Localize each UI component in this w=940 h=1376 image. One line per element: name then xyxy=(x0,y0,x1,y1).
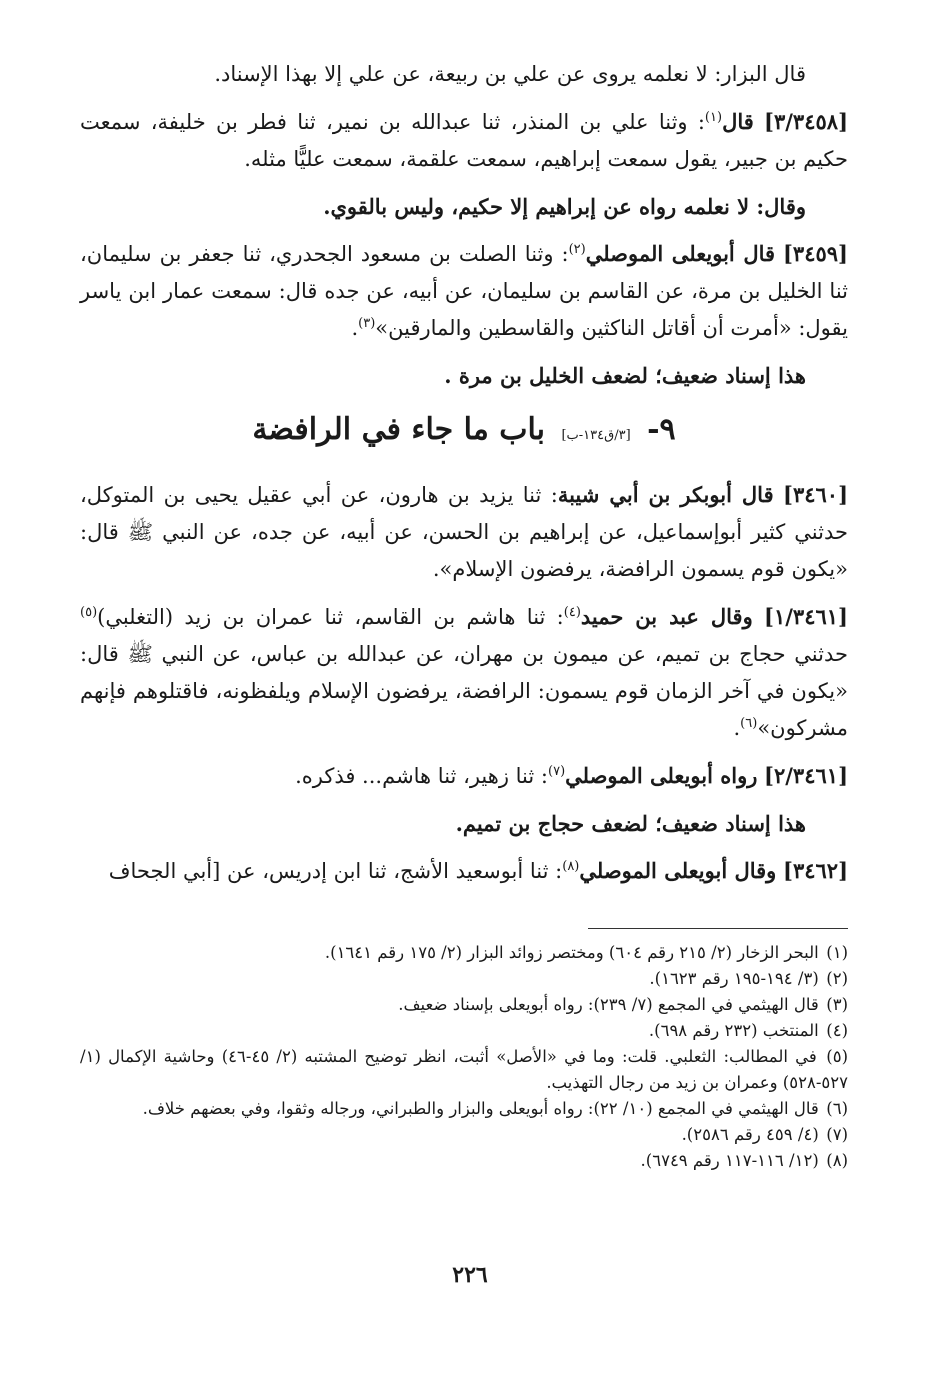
chapter-number: ٩- xyxy=(647,412,676,447)
footnote xyxy=(80,940,848,966)
hadith-3458-3 xyxy=(80,103,848,178)
hadith-3460 xyxy=(80,476,848,588)
footnote-marker: (٤) xyxy=(563,605,581,620)
footnote-number: (٤) xyxy=(826,1021,848,1040)
hadith-3459 xyxy=(80,235,848,347)
footnote-number: (١) xyxy=(826,943,848,962)
footnote-text: قال الهيثمي في المجمع (٧/ ٢٣٩): رواه أبويعلى بإسناد ضعيف. xyxy=(398,995,819,1014)
hadith-3461-1 xyxy=(80,598,848,747)
footnote-marker: (٦) xyxy=(740,716,758,731)
footnote xyxy=(80,1148,848,1174)
footnote-marker: (٢) xyxy=(568,242,586,257)
hadith-number: [١/٣٤٦١] xyxy=(764,604,848,629)
footnote-number: (٢) xyxy=(826,969,848,988)
page-number: ٢٢٦ xyxy=(452,1262,488,1288)
paragraph-text: هذا إسناد ضعيف؛ لضعف الخليل بن مرة . xyxy=(444,363,806,388)
footnotes xyxy=(80,940,848,1174)
narrator-lead: قال أبويعلى الموصلي xyxy=(585,241,776,266)
footnote xyxy=(80,1044,848,1096)
hadith-text: : وثنا الصلت بن مسعود الجحدري، ثنا جعفر بن سليمان، ثنا الخليل بن مرة، عن القاسم بن سليمان، عن أبيه، عن جده قال: سمعت عمار ابن ياسر يقول: «أمرت أن أقاتل الناكثين والقاسطين والمارقين» xyxy=(80,242,848,340)
footnote xyxy=(80,966,848,992)
footnote-text: (١٢/ ١١٦-١١٧ رقم ٦٧٤٩). xyxy=(640,1151,819,1170)
footnote xyxy=(80,1096,848,1122)
hadith-3462 xyxy=(80,852,848,890)
grading-note xyxy=(80,188,848,225)
hadith-number: [٣/٣٤٥٨] xyxy=(764,109,848,134)
grading-note xyxy=(80,805,848,842)
footnote-number: (٨) xyxy=(826,1151,848,1170)
narrator-lead: رواه أبويعلى الموصلي xyxy=(565,763,758,788)
footnote-text: (٣/ ١٩٤-١٩٥ رقم ١٦٢٣). xyxy=(649,969,819,988)
footnote xyxy=(80,1122,848,1148)
paragraph-text: وقال: لا نعلمه رواه عن إبراهيم إلا حكيم، وليس بالقوي. xyxy=(323,194,806,219)
hadith-text: : ثنا هاشم بن القاسم، ثنا عمران بن زيد (التغلبي) xyxy=(97,605,564,629)
narrator-lead: وقال أبويعلى الموصلي xyxy=(579,858,777,883)
hadith-text: حدثني حجاج بن تميم، عن ميمون بن مهران، عن عبدالله بن عباس، عن النبي ﷺ قال: «يكون في آخر الزمان قوم يسمون: الرافضة، يرفضون الإسلام ويلفظونه، فاقتلوهم فإنهم مشركون» xyxy=(80,642,848,740)
manuscript-ref: [٣/ق١٣٤-ب] xyxy=(561,428,631,443)
hadith-number: [٢/٣٤٦١] xyxy=(764,763,848,788)
narrator-lead: قال أبوبكر بن أبي شيبة xyxy=(557,482,774,507)
hadith-number: [٣٤٦٢] xyxy=(783,858,848,883)
hadith-text: : ثنا يزيد بن هارون، عن أبي عقيل يحيى بن المتوكل، حدثني كثير أبوإسماعيل، عن إبراهيم بن الحسن، عن أبيه، عن جده، عن النبي ﷺ قال: «يكون قوم يسمون الرافضة، يرفضون الإسلام». xyxy=(80,483,848,581)
footnote-text: في المطالب: الثعلبي. قلت: وما في «الأصل» أثبت، انظر توضيح المشتبه (٢/ ٤٥-٤٦) وحاشية الإكمال (١/ ٥٢٧-٥٢٨) وعمران بن زيد من رجال التهذيب. xyxy=(80,1047,848,1092)
hadith-text: : وثنا علي بن المنذر، ثنا عبدالله بن نمير، ثنا فطر بن خليفة، سمعت حكيم بن جبير، يقول سمعت إبراهيم، سمعت علقمة، سمعت عليًّا مثله. xyxy=(80,110,848,171)
chapter-title: باب ما جاء في الرافضة xyxy=(252,412,545,447)
hadith-text: : ثنا زهير، ثنا هاشم... فذكره. xyxy=(295,764,548,788)
narrator-lead: قال xyxy=(722,109,754,134)
footnote xyxy=(80,992,848,1018)
paragraph-text: قال البزار: لا نعلمه يروى عن علي بن ربيعة، عن علي إلا بهذا الإسناد. xyxy=(214,62,806,86)
footnote-number: (٥) xyxy=(826,1047,848,1066)
footnote-marker: (٥) xyxy=(80,605,98,620)
footnote-marker: (٨) xyxy=(562,859,580,874)
chapter-heading xyxy=(80,408,848,458)
footnote-number: (٦) xyxy=(826,1099,848,1118)
footnote-marker: (٧) xyxy=(548,764,566,779)
paragraph-text: هذا إسناد ضعيف؛ لضعف حجاج بن تميم. xyxy=(455,811,806,836)
footnote-divider xyxy=(588,928,848,929)
footnote-marker: (٣) xyxy=(358,316,376,331)
hadith-number: [٣٤٦٠] xyxy=(783,482,848,507)
footnote-marker: (١) xyxy=(704,110,723,125)
hadith-text: : ثنا أبوسعيد الأشج، ثنا ابن إدريس، عن [أبي الجحاف xyxy=(108,859,563,883)
paragraph xyxy=(80,56,848,93)
footnote-text: (٤/ ٤٥٩ رقم ٢٥٨٦). xyxy=(681,1125,819,1144)
hadith-number: [٣٤٥٩] xyxy=(782,241,848,266)
hadith-3461-2 xyxy=(80,757,848,795)
punctuation: . xyxy=(733,716,741,740)
footnote-text: البحر الزخار (٢/ ٢١٥ رقم ٦٠٤) ومختصر زوائد البزار (٢/ ١٧٥ رقم ١٦٤١). xyxy=(324,943,819,962)
footnote-text: قال الهيثمي في المجمع (١٠/ ٢٢): رواه أبويعلى والبزار والطبراني، ورجاله وثقوا، وفي بعضهم خلاف. xyxy=(142,1099,819,1118)
grading-note xyxy=(80,357,848,394)
narrator-lead: وقال عبد بن حميد xyxy=(580,604,753,629)
punctuation: . xyxy=(351,316,359,340)
footnote-number: (٧) xyxy=(826,1125,848,1144)
footnote-text: المنتخب (٢٣٢ رقم ٦٩٨). xyxy=(648,1021,819,1040)
footnote-number: (٣) xyxy=(826,995,848,1014)
footnote xyxy=(80,1018,848,1044)
main-text xyxy=(80,56,848,900)
